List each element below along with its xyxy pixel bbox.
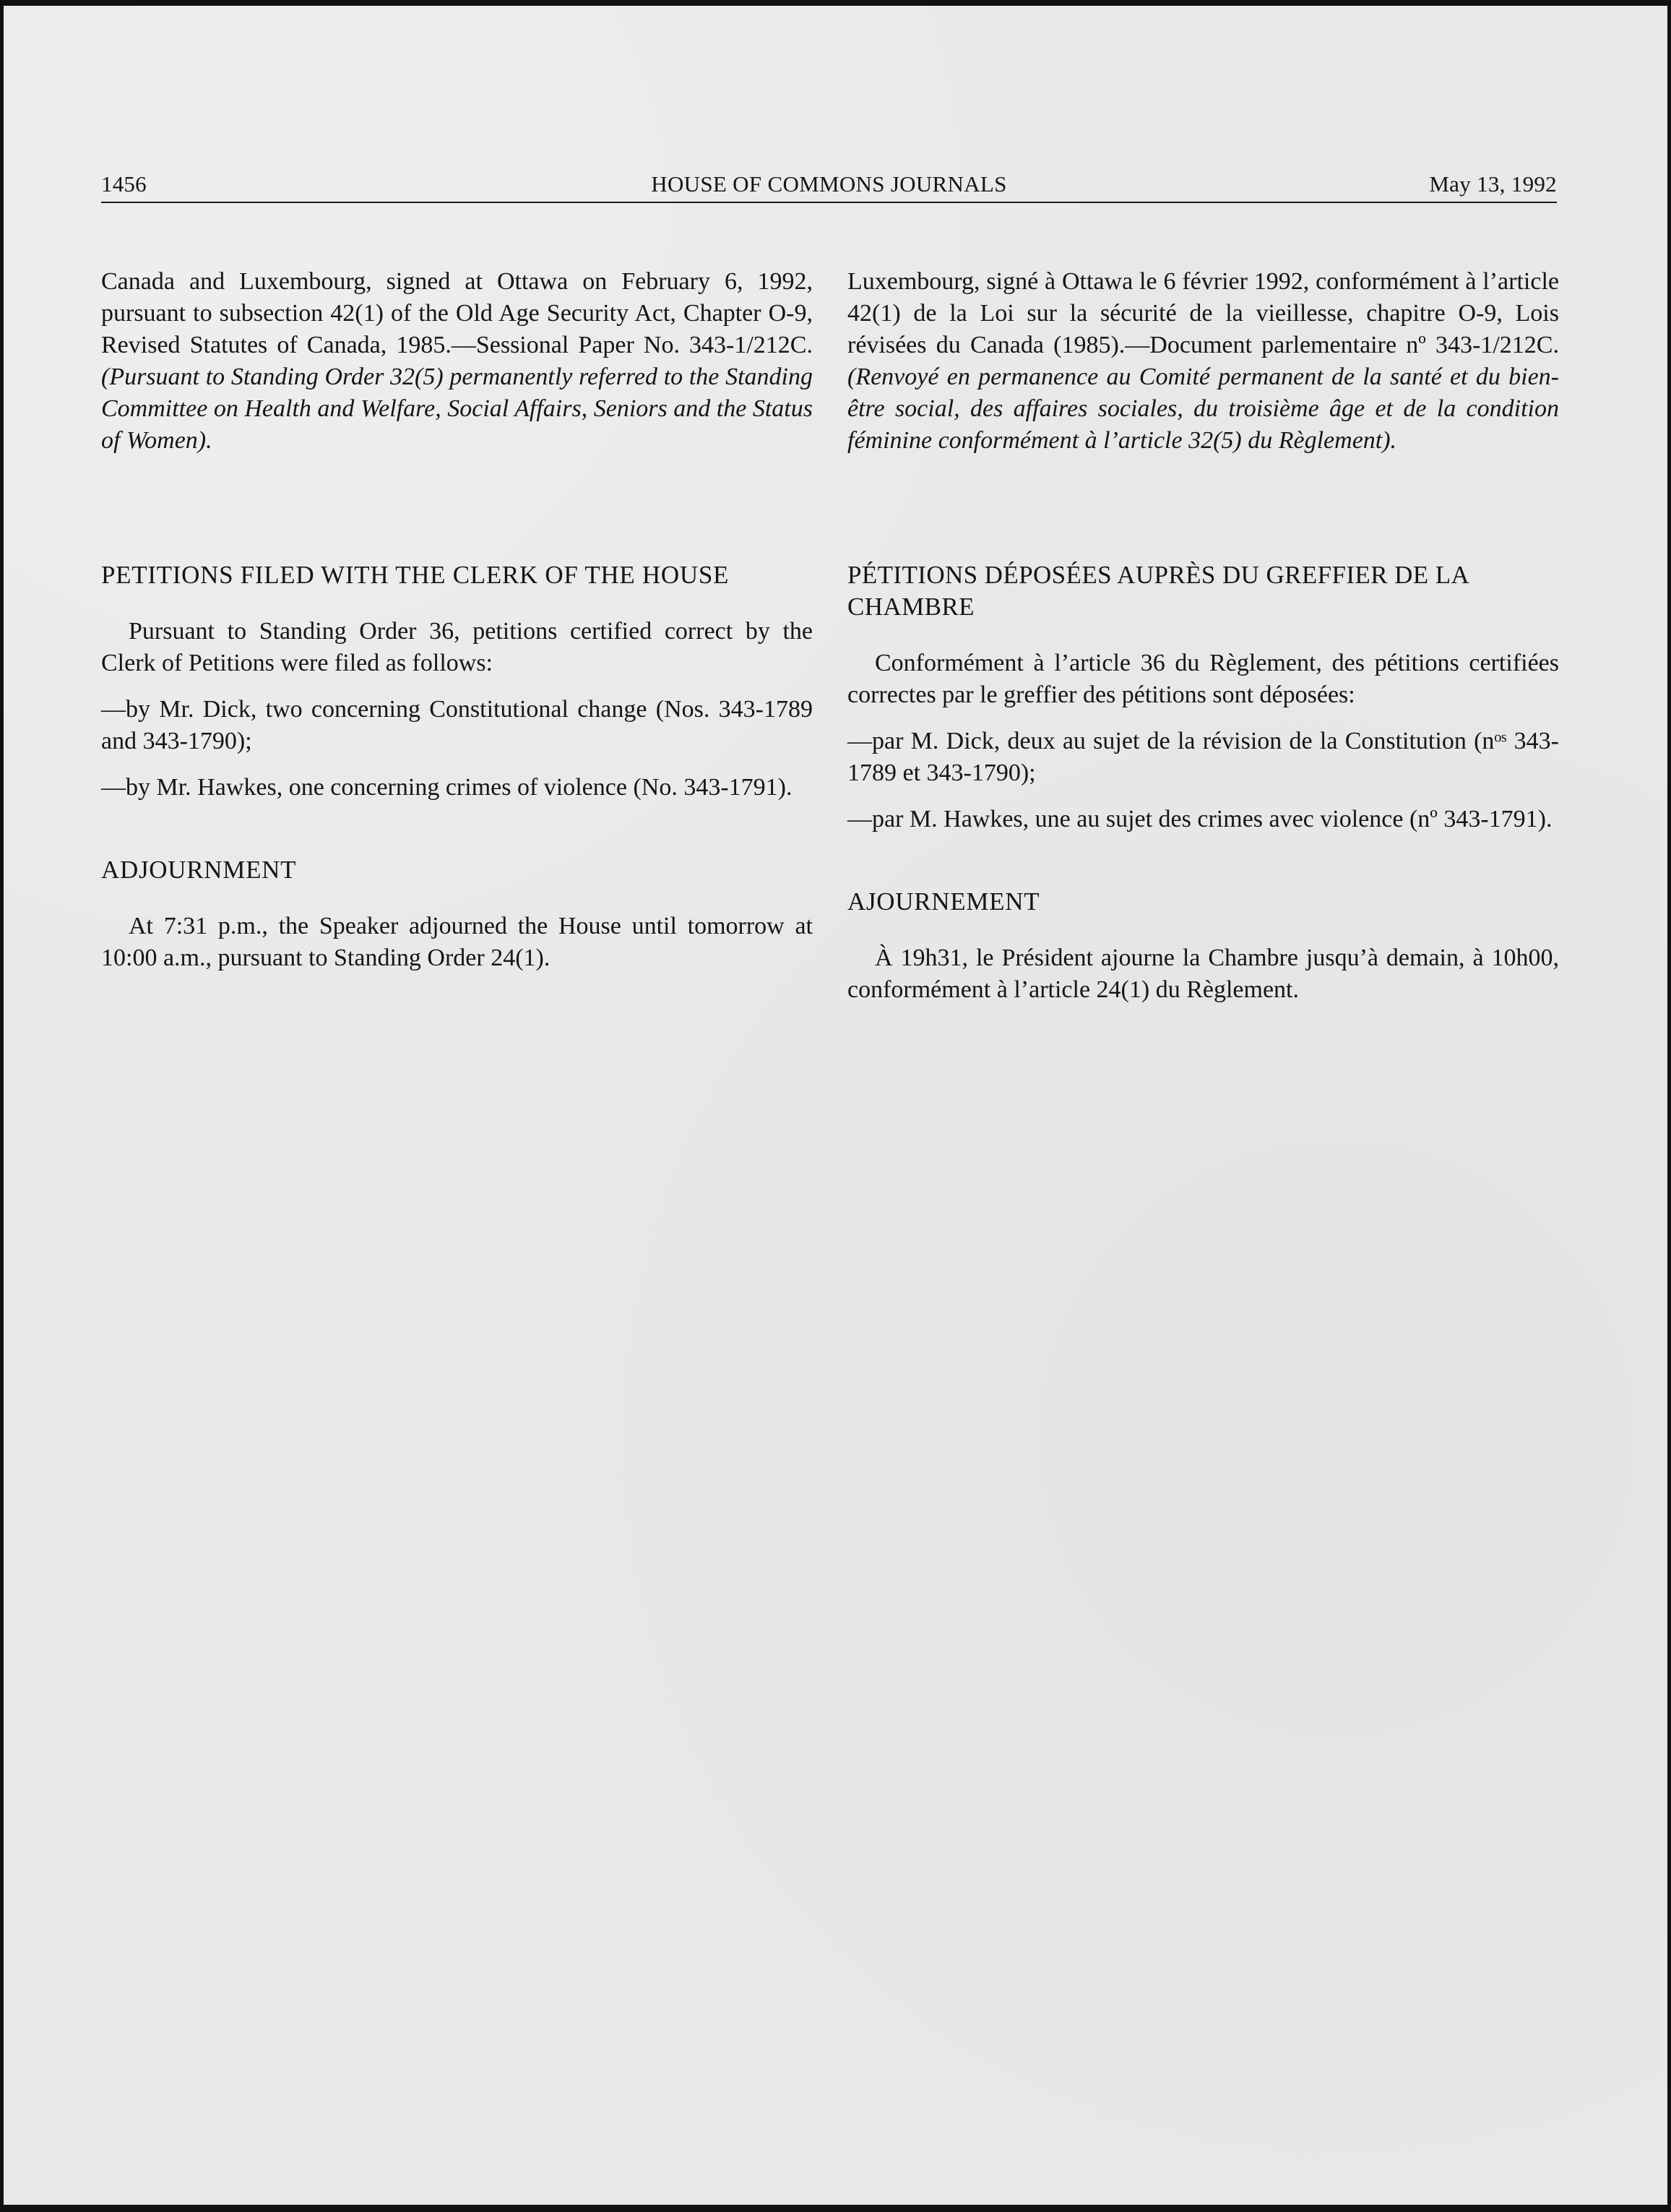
header-date: May 13, 1992 bbox=[1429, 171, 1557, 197]
english-sessional-paper-text: Canada and Luxembourg, signed at Ottawa on February 6, 1992, pursuant to subsection 42(1) of the Old Age Security Act, Chapter O-9, Revised Statutes of Canada, 1985.—Sessional Paper No. 343-1/212C. bbox=[101, 268, 813, 358]
scan-bottom-border bbox=[0, 2205, 1671, 2212]
page-header bbox=[101, 170, 1557, 205]
english-petition-entry-hawkes: —by Mr. Hawkes, one concerning crimes of violence (No. 343-1791). bbox=[101, 774, 793, 801]
french-adjournment-text: À 19h31, le Président ajourne la Chambre jusqu’à demain, à 10h00, conformément à l’article 24(1) du Règlement. bbox=[847, 944, 1559, 1003]
english-adjournment-text: At 7:31 p.m., the Speaker adjourned the House until tomorrow at 10:00 a.m., pursuant to Standing Order 24(1). bbox=[101, 913, 813, 971]
header-rule bbox=[101, 202, 1557, 203]
french-document-paragraph bbox=[847, 266, 1559, 506]
french-petition-entry-dick: —par M. Dick, deux au sujet de la révision de la Constitution (nᵒˢ 343-1789 et 343-1790); bbox=[847, 728, 1559, 786]
french-petitions-intro: Conformément à l’article 36 du Règlement, des pétitions certifiées correctes par le greffier des pétitions sont déposées: bbox=[847, 650, 1559, 708]
french-column bbox=[847, 266, 1559, 1006]
english-referral-note: (Pursuant to Standing Order 32(5) permanently referred to the Standing Committee on Health and Welfare, Social Affairs, Seniors and the Status of Women). bbox=[101, 363, 813, 454]
journal-title: HOUSE OF COMMONS JOURNALS bbox=[651, 171, 1007, 197]
scan-right-border bbox=[1667, 0, 1671, 2212]
french-adjournment-heading: AJOURNEMENT bbox=[847, 887, 1040, 916]
english-section-spacer bbox=[101, 818, 813, 854]
english-petitions-heading: PETITIONS FILED WITH THE CLERK OF THE HOUSE bbox=[101, 561, 730, 589]
english-adjournment-heading: ADJOURNMENT bbox=[101, 856, 297, 884]
english-sessional-paper-paragraph bbox=[101, 266, 813, 506]
french-petitions-heading: PÉTITIONS DÉPOSÉES AUPRÈS DU GREFFIER DE LA CHAMBRE bbox=[847, 561, 1469, 621]
french-section-spacer bbox=[847, 850, 1559, 886]
french-document-text: Luxembourg, signé à Ottawa le 6 février 1992, conformément à l’article 42(1) de la Loi sur la sécurité de la vieillesse, chapitre O-9, Lois révisées du Canada (1985).—Document parlementaire nº 343-1/212C. bbox=[847, 268, 1559, 358]
english-petition-entry-dick: —by Mr. Dick, two concerning Constitutional change (Nos. 343-1789 and 343-1790); bbox=[101, 696, 813, 754]
english-petitions-intro: Pursuant to Standing Order 36, petitions certified correct by the Clerk of Petitions were filed as follows: bbox=[101, 618, 813, 676]
page-number: 1456 bbox=[101, 171, 147, 197]
french-referral-note: (Renvoyé en permanence au Comité permanent de la santé et du bien-être social, des affaires sociales, du troisième âge et de la condition féminine conformément à l’article 32(5) du Règlement). bbox=[847, 363, 1559, 454]
french-petition-entry-hawkes: —par M. Hawkes, une au sujet des crimes avec violence (nº 343-1791). bbox=[847, 806, 1553, 832]
scan-top-border bbox=[0, 0, 1671, 6]
scan-left-border bbox=[0, 0, 4, 2212]
english-column bbox=[101, 266, 813, 974]
